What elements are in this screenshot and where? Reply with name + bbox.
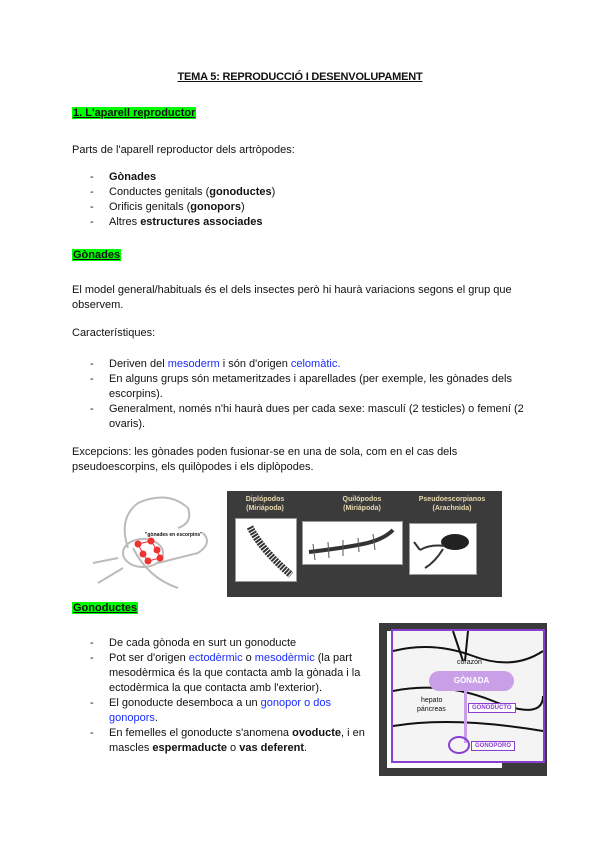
list-item: - Deriven del mesoderm i són d'origen celomàtic. [90, 357, 530, 372]
list-item: - Gònades [90, 170, 275, 185]
list-item: - Orificis genitals (gonopors) [90, 200, 275, 215]
myriapod-arachnid-figure [227, 491, 502, 597]
chilopod-image [302, 521, 403, 565]
characteristics-list [90, 357, 530, 432]
characteristics-label: Característiques: [72, 327, 156, 339]
exceptions-paragraph: Excepcions: les gònades poden fusionar-se en una de sola, com en el cas dels pseudoescorpins, els quilòpodes i els diplòpodes. [72, 446, 458, 473]
section-heading-gonades: Gònades [73, 249, 121, 261]
section-heading-reproductive: 1. L'aparell reproductor [73, 107, 196, 119]
caption-diplopods: Diplópodos (Miriápoda) [245, 496, 285, 512]
list-item: - En femelles el gonoducte s'anomena ovoducte, i en mascles espermaducte o vas deferent. [90, 726, 370, 756]
caption-pseudoscorpions: Pseudoescorpianos (Arachnida) [418, 496, 486, 512]
scorpion-figure-label: "gònades en escorpins" [145, 532, 203, 538]
intro-text: Parts de l'aparell reproductor dels artròpodes: [72, 144, 295, 156]
page-title: TEMA 5: REPRODUCCIÓ I DESENVOLUPAMENT [177, 71, 423, 83]
list-item: - Generalment, només n'hi haurà dues per cada sexe: masculí (2 testicles) o femení (2 ovaris). [90, 402, 530, 432]
gonades-paragraph: El model general/habituals és el dels insectes però hi haurà variacions segons el grup que observem. [72, 284, 512, 311]
gonad-label: GÒNADA [429, 671, 514, 691]
list-item: - En alguns grups són metameritzades i aparellades (per exemple, les gònades dels escorpins). [90, 372, 530, 402]
gonoductes-list [90, 636, 370, 756]
caption-chilopods: Quilópodos (Miriápoda) [342, 496, 382, 512]
parts-list [90, 170, 275, 230]
diplopod-image [235, 518, 297, 582]
list-item: - De cada gònoda en surt un gonoducte [90, 636, 370, 651]
scorpion-gonads-figure [88, 488, 228, 598]
anatomy-drawing: corazón hepato páncreas GÒNADA GONODUCTO GONOPORO [391, 629, 545, 763]
gonoduct-label: GONODUCTO [468, 703, 516, 713]
scorpion-illustration [88, 488, 228, 598]
list-item: - Altres estructures associades [90, 215, 275, 230]
gonopore-label: GONOPORO [471, 741, 515, 751]
gonoduct-anatomy-figure [379, 623, 547, 776]
pseudoscorpion-image [409, 523, 477, 575]
list-item: - El gonoducte desemboca a un gonopor o dos gonopors. [90, 696, 370, 726]
section-heading-gonoductes: Gonoductes [73, 602, 138, 614]
list-item: - Conductes genitals (gonoductes) [90, 185, 275, 200]
list-item: - Pot ser d'origen ectodèrmic o mesodèrmic (la part mesodèrmica és la que contacta amb la gònada i la ectodèrmica la que contacta amb l'exterior). [90, 651, 370, 696]
